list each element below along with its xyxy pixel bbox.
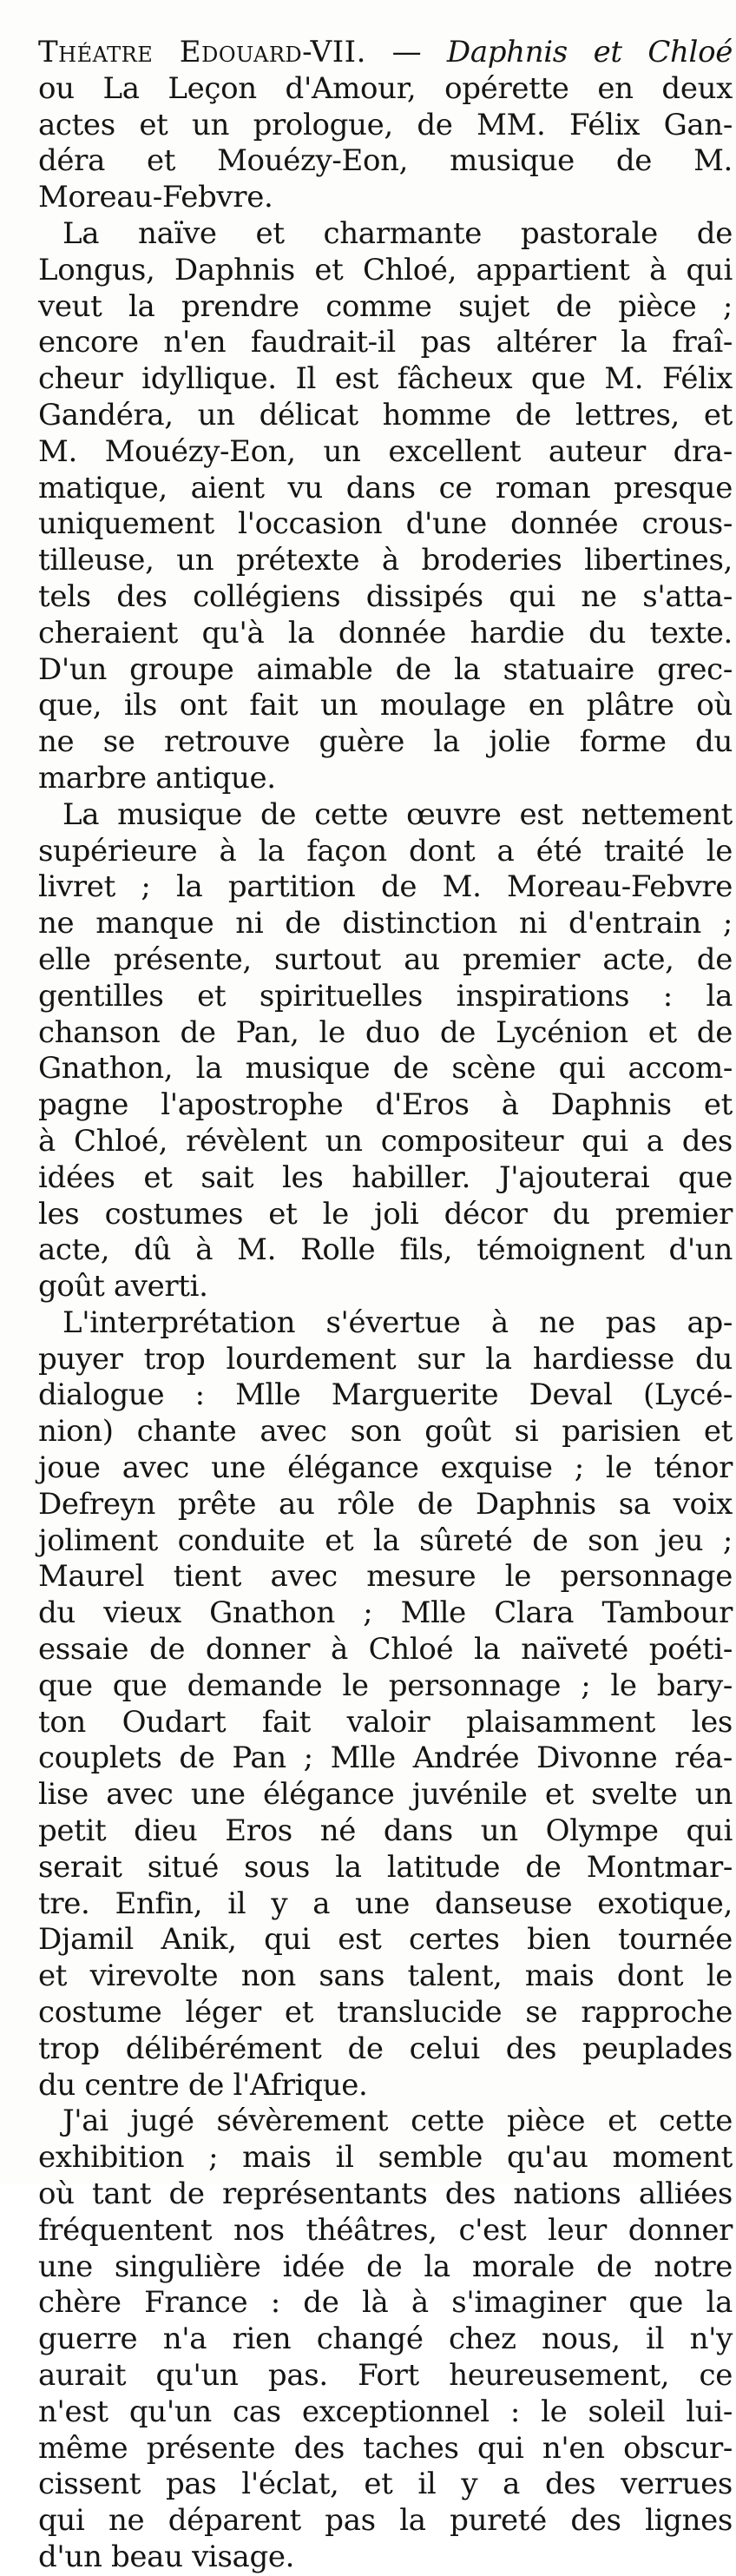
text-line: du vieux Gnathon ; Mlle Clara Tambour <box>38 1595 733 1631</box>
text-line: exhibition ; mais il semble qu'au moment <box>38 2140 733 2176</box>
header-line: déra et Mouézy-Eon, musique de M. <box>38 143 733 179</box>
text-line: joue avec une élégance exquise ; le ténor <box>38 1450 733 1486</box>
text-line: tre. Enfin, il y a une danseuse exotique, <box>38 1886 733 1921</box>
paragraph-interpretation <box>38 1305 733 2104</box>
text-line: idées et sait les habiller. J'ajouterai que <box>38 1159 733 1195</box>
text-line: veut la prendre comme sujet de pièce ; <box>38 288 733 324</box>
text-line: et virevolte non sans talent, mais dont le <box>38 1958 733 1994</box>
text-line: les costumes et le joli décor du premier <box>38 1196 733 1232</box>
text-line: acte, dû à M. Rolle fils, témoignent d'un <box>38 1232 733 1268</box>
text-line: cheur idyllique. Il est fâcheux que M. Félix <box>38 361 733 397</box>
text-line: Defreyn prête au rôle de Daphnis sa voix <box>38 1486 733 1522</box>
text-line: chanson de Pan, le duo de Lycénion et de <box>38 1014 733 1050</box>
text-line: qui ne déparent pas la pureté des lignes <box>38 2503 733 2539</box>
text-line: La musique de cette œuvre est nettement <box>62 796 733 832</box>
text-line: que, ils ont fait un moulage en plâtre où <box>38 688 733 723</box>
text-line: du centre de l'Afrique. <box>38 2067 368 2103</box>
text-line: tilleuse, un prétexte à broderies libertines, <box>38 543 733 578</box>
text-line: ne manque ni de distinction ni d'entrain ; <box>38 906 733 941</box>
text-line: marbre antique. <box>38 760 276 796</box>
text-line: supérieure à la façon dont a été traité le <box>38 833 733 869</box>
text-line: Longus, Daphnis et Chloé, appartient à qui <box>38 252 733 287</box>
text-line: cissent pas l'éclat, et il y a des verrues <box>38 2467 733 2502</box>
paragraph-conclusion <box>38 2104 733 2575</box>
text-line: couplets de Pan ; Mlle Andrée Divonne réa- <box>38 1740 733 1776</box>
text-line: lise avec une élégance juvénile et svelte un <box>38 1777 733 1813</box>
text-line: J'ai jugé sévèrement cette pièce et cette <box>62 2104 733 2139</box>
text-line: n'est qu'un cas exceptionnel : le soleil lui- <box>38 2394 733 2429</box>
article-column <box>38 35 733 2576</box>
text-line: une singulière idée de la morale de notre <box>38 2249 733 2284</box>
text-line: tels des collégiens dissipés qui ne s'atta- <box>38 578 733 614</box>
text-line: livret ; la partition de M. Moreau-Febvre <box>38 869 733 905</box>
header-line <box>38 35 733 71</box>
text-line: essaie de donner à Chloé la naïveté poéti- <box>38 1632 733 1668</box>
text-line: que que demande le personnage ; le bary- <box>38 1668 733 1703</box>
header-line: ou La Leçon d'Amour, opérette en deux <box>38 70 733 106</box>
text-line: costume léger et translucide se rapproche <box>38 1995 733 2031</box>
theatre-name: Théatre Edouard-VII. <box>38 35 366 69</box>
text-line: La naïve et charmante pastorale de <box>62 215 733 251</box>
text-line: Djamil Anik, qui est certes bien tournée <box>38 1922 733 1958</box>
text-line: chère France : de là à s'imaginer que la <box>38 2285 733 2321</box>
text-line: dialogue : Mlle Marguerite Deval (Lycé- <box>38 1377 733 1413</box>
text-line: nion) chante avec son goût si parisien et <box>38 1414 733 1450</box>
play-title: Daphnis et Chloé <box>446 35 733 69</box>
text-line: fréquentent nos théâtres, c'est leur donner <box>38 2212 733 2248</box>
text-line: où tant de représentants des nations alliées <box>38 2176 733 2212</box>
text-line: guerre n'a rien changé chez nous, il n'y <box>38 2322 733 2357</box>
text-line: puyer trop lourdement sur la hardiesse du <box>38 1341 733 1377</box>
text-line: trop délibérément de celui des peuplades <box>38 2031 733 2066</box>
text-line: ton Oudart fait valoir plaisamment les <box>38 1704 733 1740</box>
header-line: Moreau-Febvre. <box>38 180 273 215</box>
paragraph-pastorale <box>38 216 733 797</box>
text-line: matique, aient vu dans ce roman presque <box>38 470 733 505</box>
text-line: à Chloé, révèlent un compositeur qui a des <box>38 1123 733 1159</box>
text-line: M. Mouézy-Eon, un excellent auteur dra- <box>38 433 733 469</box>
text-line: serait situé sous la latitude de Montmar- <box>38 1849 733 1885</box>
text-line: joliment conduite et la sûreté de son jeu ; <box>38 1522 733 1558</box>
article-header <box>38 35 733 216</box>
text-line: encore n'en faudrait-il pas altérer la fraî- <box>38 325 733 360</box>
text-line: Gnathon, la musique de scène qui accom- <box>38 1051 733 1087</box>
text-line: ne se retrouve guère la jolie forme du <box>38 724 733 760</box>
text-line: Maurel tient avec mesure le personnage <box>38 1559 733 1595</box>
text-line: pagne l'apostrophe d'Eros à Daphnis et <box>38 1087 733 1123</box>
text-line: d'un beau visage. <box>38 2539 295 2574</box>
text-line: cheraient qu'à la donnée hardie du texte. <box>38 615 733 651</box>
text-line: L'interprétation s'évertue à ne pas ap- <box>62 1305 733 1340</box>
text-line: elle présente, surtout au premier acte, de <box>38 941 733 977</box>
text-line: petit dieu Eros né dans un Olympe qui <box>38 1813 733 1849</box>
header-dash: — <box>365 35 447 69</box>
text-line: même présente des taches qui n'en obscur- <box>38 2430 733 2466</box>
header-line: actes et un prologue, de MM. Félix Gan- <box>38 107 733 142</box>
paragraph-musique <box>38 797 733 1305</box>
text-line: Gandéra, un délicat homme de lettres, et <box>38 397 733 433</box>
text-line: gentilles et spirituelles inspirations : la <box>38 978 733 1014</box>
text-line: goût averti. <box>38 1269 208 1305</box>
text-line: uniquement l'occasion d'une donnée crous- <box>38 506 733 542</box>
text-line: aurait qu'un pas. Fort heureusement, ce <box>38 2358 733 2393</box>
text-line: D'un groupe aimable de la statuaire grec- <box>38 651 733 687</box>
